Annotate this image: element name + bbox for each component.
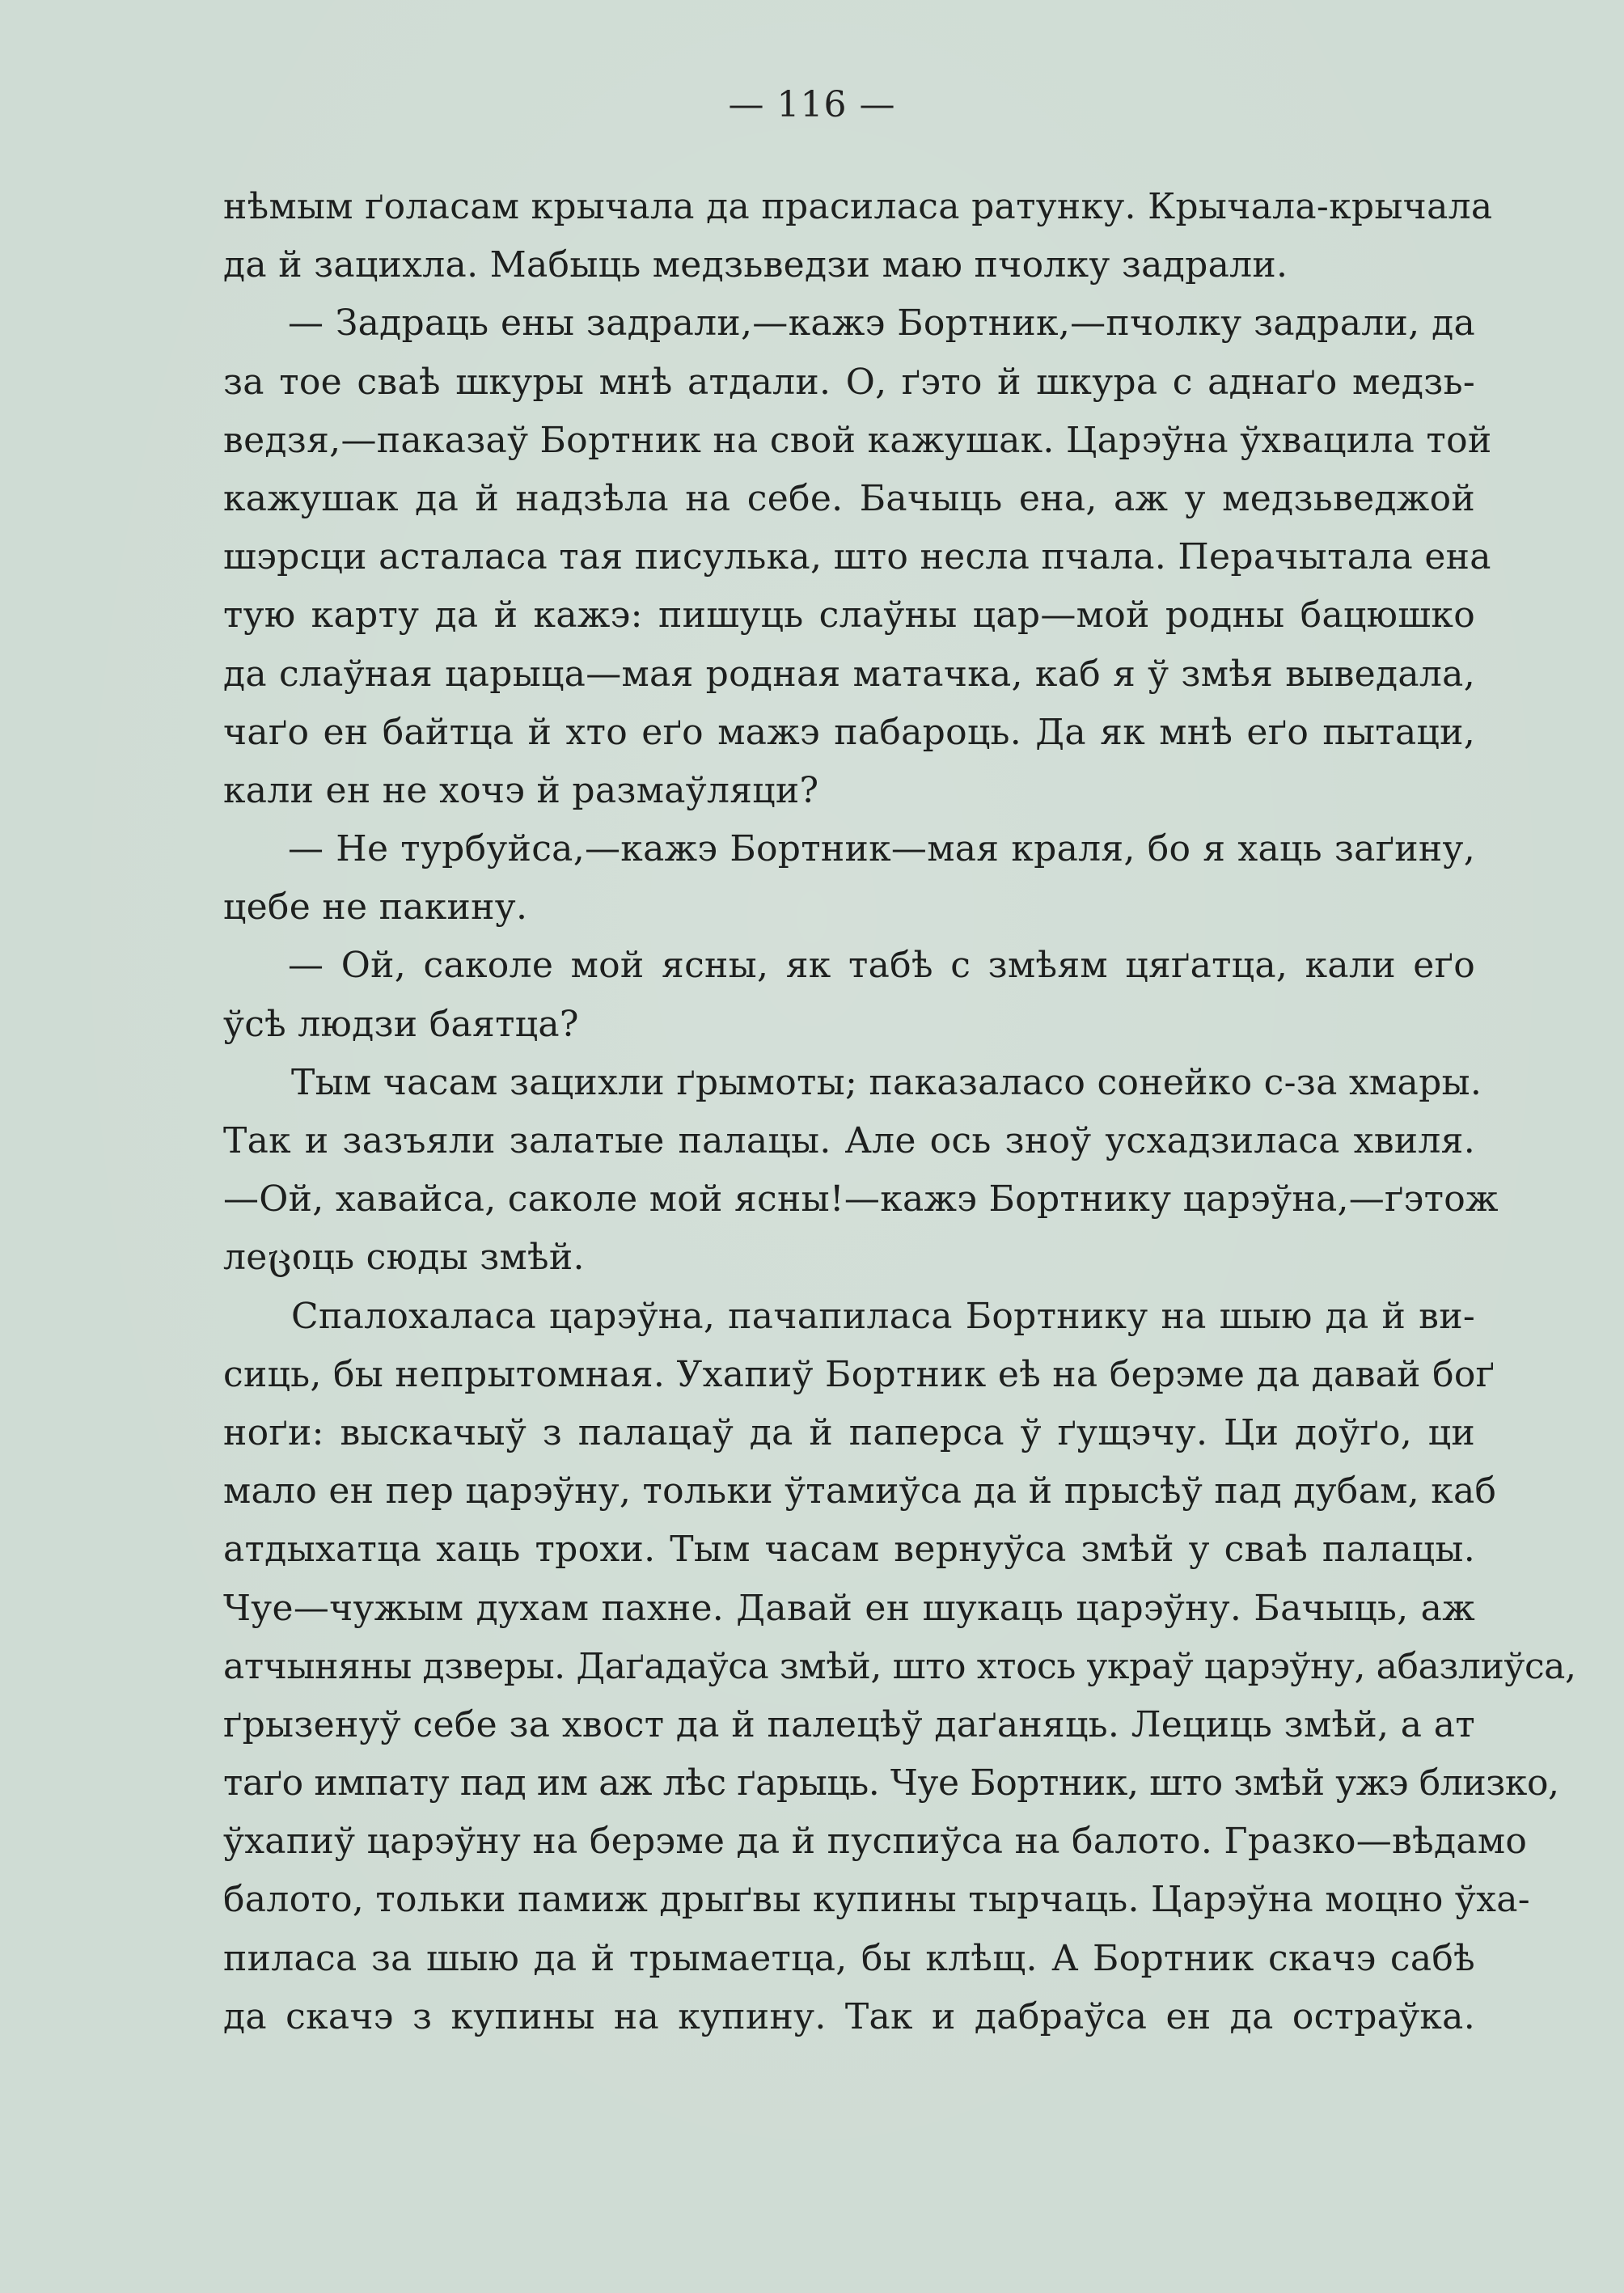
text-line: нѣмым ґоласам крычала да прасиласа ратунку. Крычала-крычала bbox=[223, 186, 1493, 227]
text-line: кажушак да й надзѣла на себе. Бачыць ена, аж у медзьведжой bbox=[223, 477, 1475, 519]
text-line: ўсѣ людзи баятца? bbox=[223, 1003, 579, 1045]
text-line: — Задраць ены задрали,—кажэ Бортник,—пчолку задрали, да bbox=[288, 302, 1475, 345]
text-line: мало ен пер царэўну, тольки ўтамиўса да й прысѣў пад дубам, каб bbox=[223, 1470, 1497, 1512]
text-line: ноґи: выскачыў з палацаў да й паперса ў ґущэчу. Ци доўґо, ци bbox=[223, 1411, 1475, 1453]
text-line: ведзя,—паказаў Бортник на свой кажушак. Царэўна ўхвацила той bbox=[223, 419, 1492, 461]
text-line: да й зацихла. Мабыць медзьведзи маю пчолку задрали. bbox=[223, 244, 1288, 286]
text-line: леციць сюды змѣй. bbox=[223, 1237, 585, 1279]
text-line: Тым часам зацихли ґрымоты; паказаласо сонейко с-за хмары. bbox=[291, 1061, 1482, 1103]
text-line: чаґо ен байтца й хто еґо мажэ пабароць. Да як мнѣ еґо пытаци, bbox=[223, 711, 1475, 753]
text-line: кали ен не хочэ й размаўляци? bbox=[223, 769, 819, 811]
text-line: ўхапиў царэўну на берэме да й пуспиўса на балото. Гразко—вѣдамо bbox=[223, 1821, 1528, 1863]
text-line: атчыняны дзверы. Даґадаўса змѣй, што хтось украў царэўну, абазлиўса, bbox=[223, 1645, 1576, 1687]
text-line: цебе не пакину. bbox=[223, 886, 528, 929]
text-line: — Не турбуйса,—кажэ Бортник—мая краля, бо я хаць заґину, bbox=[288, 828, 1475, 870]
body-text bbox=[223, 178, 1576, 2046]
text-line: Спалохаласа царэўна, пачапиласа Бортнику на шыю да й ви- bbox=[291, 1295, 1475, 1337]
page-number: — 116 — bbox=[728, 84, 896, 125]
text-line: да скачэ з купины на купину. Так и дабраўса ен да остраўка. bbox=[223, 1995, 1475, 2037]
text-line: за тое сваѣ шкуры мнѣ атдали. О, ґэто й шкура с аднаґо медзь- bbox=[223, 361, 1475, 403]
text-line: таґо импату пад им аж лѣс ґарыць. Чуе Бортник, што змѣй ужэ близко, bbox=[223, 1762, 1559, 1804]
text-line: Так и зазъяли залатые палацы. Але ось зноў усхадзиласа хвиля. bbox=[223, 1120, 1475, 1161]
text-line: тую карту да й кажэ: пишуць слаўны цар—мой родны бацюшко bbox=[223, 594, 1475, 637]
text-line: — Ой, саколе мой ясны, як табѣ с змѣям цяґатца, кали еґо bbox=[288, 945, 1475, 987]
text-line: Чуе—чужым духам пахне. Давай ен шукаць царэўну. Бачыць, аж bbox=[223, 1587, 1475, 1629]
text-line: да слаўная царыца—мая родная матачка, каб я ў змѣя выведала, bbox=[223, 653, 1475, 695]
text-line: ґрызенуў себе за хвост да й палецѣў даґаняць. Лециць змѣй, а ат bbox=[223, 1703, 1475, 1745]
text-line: —Ой, хавайса, саколе мой ясны!—кажэ Бортнику царэўна,—ґэтож bbox=[223, 1178, 1499, 1221]
text-line: сиць, бы непрытомная. Ухапиў Бортник еѣ на берэме да давай боґ bbox=[223, 1353, 1495, 1395]
text-line: пиласа за шыю да й трымаетца, бы клѣщ. А Бортник скачэ сабѣ bbox=[223, 1937, 1475, 1979]
text-line: балото, тольки памиж дрыґвы купины тырчаць. Царэўна моцно ўха- bbox=[223, 1879, 1530, 1921]
text-line: шэрсци асталаса тая писулька, што несла пчала. Перачытала ена bbox=[223, 536, 1491, 578]
text-line: атдыхатца хаць трохи. Тым часам вернуўса змѣй у сваѣ палацы. bbox=[223, 1529, 1475, 1571]
